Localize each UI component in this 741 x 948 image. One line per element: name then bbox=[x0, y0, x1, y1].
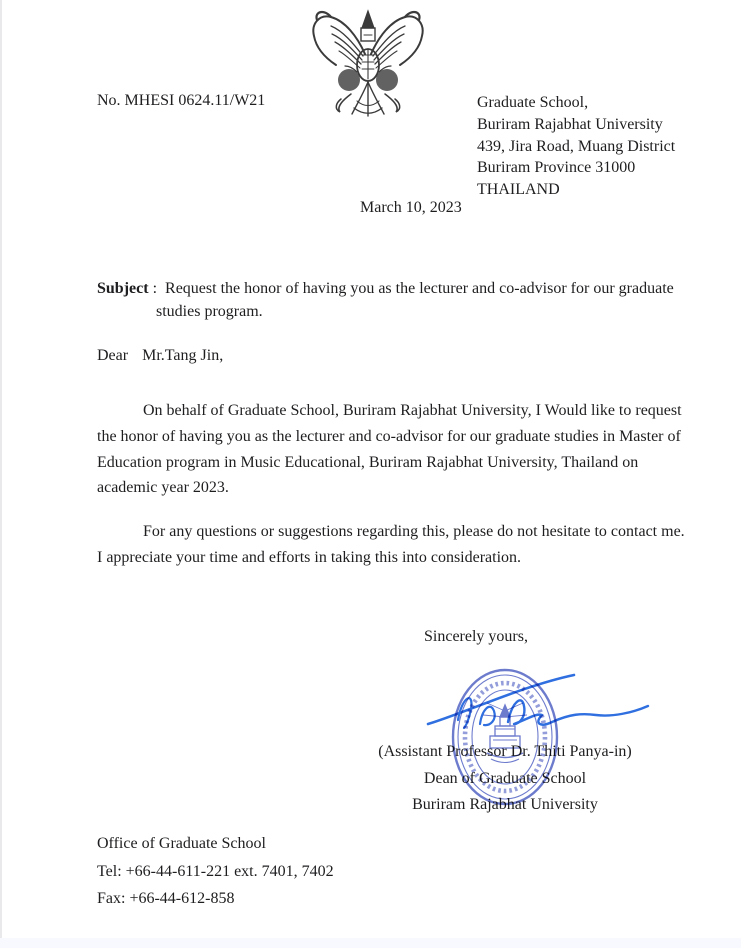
signer-title: Dean of Graduate School bbox=[423, 769, 587, 787]
signer-name: (Assistant Professor Dr. Thiti Panya-in) bbox=[378, 743, 632, 760]
body-paragraph-2 bbox=[97, 519, 685, 571]
reference-number: No. MHESI 0624.11/W21 bbox=[97, 92, 266, 109]
paragraph-line: Education program in Music Educational, Buriram Rajabhat University, Thailand on bbox=[97, 453, 639, 471]
subject-separator: : bbox=[148, 280, 166, 297]
salutation bbox=[97, 347, 223, 365]
recipient-name: Mr.Tang Jin, bbox=[142, 347, 224, 364]
signature-ink bbox=[424, 670, 652, 732]
footer-office: Office of Graduate School bbox=[97, 835, 266, 852]
letter-date: March 10, 2023 bbox=[360, 199, 462, 216]
garuda-emblem-icon bbox=[305, 8, 431, 120]
footer-fax: Fax: +66-44-612-858 bbox=[97, 890, 235, 908]
paragraph-line: On behalf of Graduate School, Buriram Rajabhat University, I Would like to request bbox=[143, 402, 682, 419]
address-line: THAILAND bbox=[477, 181, 560, 199]
subject-text: Request the honor of having you as the lecturer and co-advisor for our graduate bbox=[165, 280, 674, 297]
salutation-label: Dear bbox=[97, 347, 129, 364]
footer-contact bbox=[97, 830, 334, 913]
signer-organization: Buriram Rajabhat University bbox=[412, 796, 598, 813]
footer-tel: Tel: +66-44-611-221 ext. 7401, 7402 bbox=[97, 862, 334, 880]
scan-edge-line bbox=[0, 0, 2, 948]
subject-line-continued: studies program. bbox=[156, 303, 263, 320]
address-line: Buriram Rajabhat University bbox=[477, 115, 663, 133]
subject-label: Subject bbox=[97, 280, 149, 297]
paragraph-line: academic year 2023. bbox=[97, 479, 229, 497]
scan-bottom-strip bbox=[0, 938, 741, 948]
address-line: Graduate School, bbox=[477, 94, 589, 111]
address-line: Buriram Province 31000 bbox=[477, 159, 636, 177]
paragraph-line: For any questions or suggestions regarding this, please do not hesitate to contact me. bbox=[143, 523, 685, 540]
paragraph-line: the honor of having you as the lecturer and co-advisor for our graduate studies in Master of bbox=[97, 427, 681, 445]
closing-phrase: Sincerely yours, bbox=[424, 628, 528, 645]
body-paragraph-1 bbox=[97, 398, 682, 501]
sender-address bbox=[477, 92, 675, 201]
subject-line bbox=[97, 276, 674, 302]
address-line: 439, Jira Road, Muang District bbox=[477, 137, 676, 155]
paragraph-line: I appreciate your time and efforts in taking this into consideration. bbox=[97, 548, 522, 566]
